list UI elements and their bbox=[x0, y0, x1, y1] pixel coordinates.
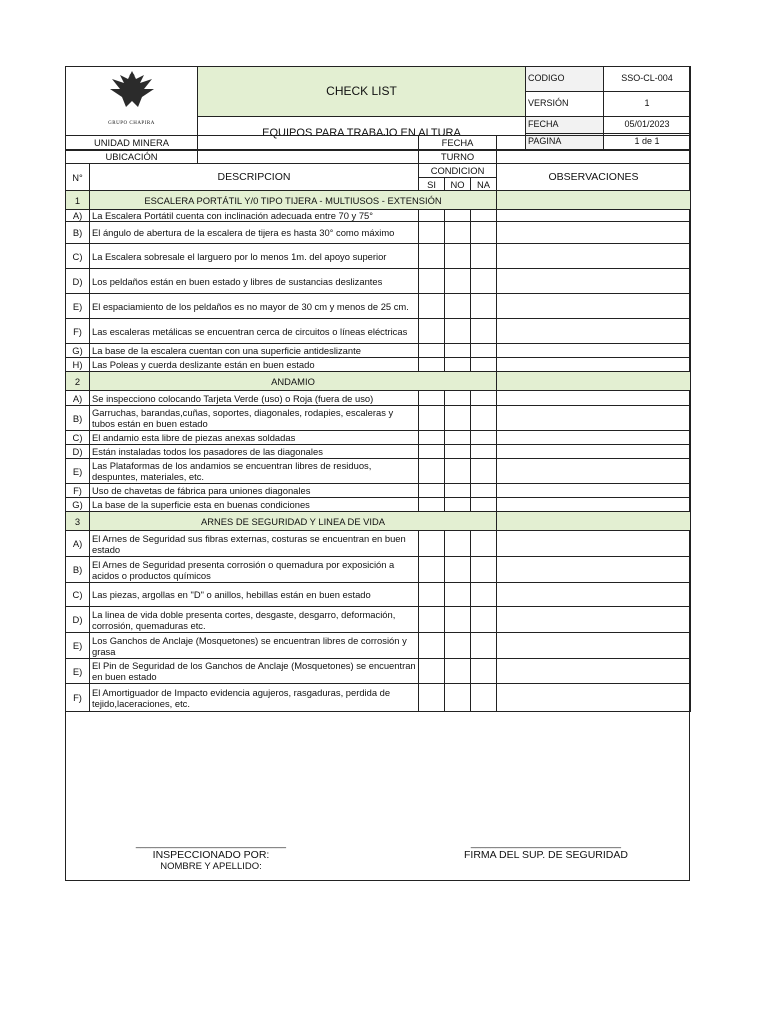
observation-field[interactable] bbox=[497, 583, 691, 607]
observation-field[interactable] bbox=[497, 391, 691, 406]
condition-no-checkbox[interactable] bbox=[445, 607, 471, 633]
item-letter: F) bbox=[66, 484, 90, 498]
section-number: 2 bbox=[66, 372, 90, 391]
checklist-item-row bbox=[66, 557, 691, 583]
col-obs-header: OBSERVACIONES bbox=[497, 164, 691, 191]
item-description: La Escalera sobresale el larguero por lo menos 1m. del apoyo superior bbox=[90, 244, 419, 269]
observation-field[interactable] bbox=[497, 319, 691, 344]
condition-na-checkbox[interactable] bbox=[471, 583, 497, 607]
checklist-item-row bbox=[66, 244, 691, 269]
item-letter: E) bbox=[66, 659, 90, 684]
condition-si-checkbox[interactable] bbox=[419, 684, 445, 712]
condition-si-checkbox[interactable] bbox=[419, 557, 445, 583]
item-description: El ángulo de abertura de la escalera de tijera es hasta 30° como máximo bbox=[90, 222, 419, 244]
section-number: 3 bbox=[66, 512, 90, 531]
item-description: La linea de vida doble presenta cortes, desgaste, desgarro, deformación, corrosión, quemaduras etc. bbox=[90, 607, 419, 633]
condition-na-checkbox[interactable] bbox=[471, 210, 497, 222]
condition-no-checkbox[interactable] bbox=[445, 344, 471, 358]
condition-no-checkbox[interactable] bbox=[445, 633, 471, 659]
condition-no-checkbox[interactable] bbox=[445, 431, 471, 445]
section-header-row bbox=[66, 512, 691, 531]
condition-na-checkbox[interactable] bbox=[471, 498, 497, 512]
item-description: La base de la superficie esta en buenas condiciones bbox=[90, 498, 419, 512]
item-letter: E) bbox=[66, 459, 90, 484]
condition-na-checkbox[interactable] bbox=[471, 294, 497, 319]
condition-si-checkbox[interactable] bbox=[419, 633, 445, 659]
section-observation-cell bbox=[497, 372, 691, 391]
condition-si-checkbox[interactable] bbox=[419, 294, 445, 319]
item-description: El espaciamiento de los peldaños es no mayor de 30 cm y menos de 25 cm. bbox=[90, 294, 419, 319]
condition-si-checkbox[interactable] bbox=[419, 498, 445, 512]
section-observation-cell bbox=[497, 512, 691, 531]
item-description: Garruchas, barandas,cuñas, soportes, diagonales, rodapies, escaleras y tubos están en buen estado bbox=[90, 406, 419, 431]
condition-na-checkbox[interactable] bbox=[471, 431, 497, 445]
item-letter: G) bbox=[66, 344, 90, 358]
supervisor-signature-line[interactable]: ______________________________ bbox=[470, 838, 622, 848]
condition-si-checkbox[interactable] bbox=[419, 531, 445, 557]
checklist-item-row bbox=[66, 659, 691, 684]
condition-si-checkbox[interactable] bbox=[419, 484, 445, 498]
fecha-field[interactable] bbox=[497, 136, 691, 150]
item-description: Los Ganchos de Anclaje (Mosquetones) se encuentran libres de corrosión y grasa bbox=[90, 633, 419, 659]
checklist-item-row bbox=[66, 531, 691, 557]
title-cell: CHECK LIST bbox=[198, 67, 526, 117]
item-letter: E) bbox=[66, 294, 90, 319]
item-letter: C) bbox=[66, 244, 90, 269]
condition-no-checkbox[interactable] bbox=[445, 319, 471, 344]
inspector-label: INSPECCIONADO POR: bbox=[152, 849, 270, 861]
checklist-item-row bbox=[66, 222, 691, 244]
condition-no-checkbox[interactable] bbox=[445, 498, 471, 512]
checklist-item-row bbox=[66, 583, 691, 607]
col-num-header: N° bbox=[66, 164, 90, 191]
condition-na-checkbox[interactable] bbox=[471, 244, 497, 269]
item-description: El Arnes de Seguridad presenta corrosión o quemadura por exposición a acidos o productos químicos bbox=[90, 557, 419, 583]
checklist-item-row bbox=[66, 391, 691, 406]
item-description: Se inspecciono colocando Tarjeta Verde (uso) o Roja (fuera de uso) bbox=[90, 391, 419, 406]
section-title: ARNES DE SEGURIDAD Y LINEA DE VIDA bbox=[90, 512, 497, 531]
subtitle-cell: EQUIPOS PARA TRABAJO EN ALTURA bbox=[198, 116, 526, 150]
observation-field[interactable] bbox=[497, 344, 691, 358]
supervisor-label: FIRMA DEL SUP. DE SEGURIDAD bbox=[464, 849, 628, 861]
condition-na-checkbox[interactable] bbox=[471, 222, 497, 244]
item-letter: D) bbox=[66, 607, 90, 633]
observation-field[interactable] bbox=[497, 659, 691, 684]
page-value: 1 de 1 bbox=[604, 133, 691, 150]
checklist-item-row bbox=[66, 269, 691, 294]
condition-si-checkbox[interactable] bbox=[419, 607, 445, 633]
item-description: La base de la escalera cuentan con una superficie antideslizante bbox=[90, 344, 419, 358]
observation-field[interactable] bbox=[497, 633, 691, 659]
checklist-item-row bbox=[66, 319, 691, 344]
section-title: ANDAMIO bbox=[90, 372, 497, 391]
item-letter: F) bbox=[66, 684, 90, 712]
item-description: Los peldaños están en buen estado y libres de sustancias deslizantes bbox=[90, 269, 419, 294]
section-title: ESCALERA PORTÁTIL Y/0 TIPO TIJERA - MULTIUSOS - EXTENSIÓN bbox=[90, 191, 497, 210]
col-si-header: SI bbox=[419, 178, 445, 191]
condition-na-checkbox[interactable] bbox=[471, 406, 497, 431]
observation-field[interactable] bbox=[497, 445, 691, 459]
item-letter: E) bbox=[66, 633, 90, 659]
observation-field[interactable] bbox=[497, 607, 691, 633]
inspector-signature bbox=[106, 837, 316, 873]
logo-cell bbox=[66, 67, 198, 117]
item-description: La Escalera Portátil cuenta con inclinación adecuada entre 70 y 75° bbox=[90, 210, 419, 222]
version-value: 1 bbox=[604, 91, 691, 116]
item-description: El Amortiguador de Impacto evidencia agujeros, rasgaduras, perdida de tejido,laceraciones, etc. bbox=[90, 684, 419, 712]
date-value: 05/01/2023 bbox=[604, 116, 691, 133]
observation-field[interactable] bbox=[497, 459, 691, 484]
condition-na-checkbox[interactable] bbox=[471, 269, 497, 294]
checklist-item-row bbox=[66, 633, 691, 659]
condition-si-checkbox[interactable] bbox=[419, 222, 445, 244]
condition-no-checkbox[interactable] bbox=[445, 445, 471, 459]
item-description: Las Plataformas de los andamios se encuentran libres de residuos, despuntes, materiales, etc. bbox=[90, 459, 419, 484]
condition-no-checkbox[interactable] bbox=[445, 210, 471, 222]
item-letter: A) bbox=[66, 210, 90, 222]
unidad-label: UNIDAD MINERA bbox=[66, 136, 198, 150]
item-letter: C) bbox=[66, 583, 90, 607]
item-letter: B) bbox=[66, 222, 90, 244]
checklist-item-row bbox=[66, 406, 691, 431]
condition-si-checkbox[interactable] bbox=[419, 659, 445, 684]
logo-text: GRUPO CHAPIRA bbox=[108, 121, 155, 126]
checklist-item-row bbox=[66, 607, 691, 633]
condition-na-checkbox[interactable] bbox=[471, 633, 497, 659]
condition-no-checkbox[interactable] bbox=[445, 531, 471, 557]
col-condicion-header: CONDICION bbox=[419, 164, 497, 178]
ubicacion-field[interactable] bbox=[198, 150, 419, 164]
condition-na-checkbox[interactable] bbox=[471, 557, 497, 583]
condition-si-checkbox[interactable] bbox=[419, 358, 445, 372]
condition-si-checkbox[interactable] bbox=[419, 459, 445, 484]
page-label: PAGINA bbox=[526, 133, 604, 150]
condition-no-checkbox[interactable] bbox=[445, 583, 471, 607]
turno-label: TURNO bbox=[419, 150, 497, 164]
section-number: 1 bbox=[66, 191, 90, 210]
condition-na-checkbox[interactable] bbox=[471, 344, 497, 358]
condition-na-checkbox[interactable] bbox=[471, 531, 497, 557]
observation-field[interactable] bbox=[497, 406, 691, 431]
observation-field[interactable] bbox=[497, 431, 691, 445]
section-header-row bbox=[66, 372, 691, 391]
checklist-item-row bbox=[66, 294, 691, 319]
item-letter: F) bbox=[66, 319, 90, 344]
observation-field[interactable] bbox=[497, 557, 691, 583]
condition-na-checkbox[interactable] bbox=[471, 319, 497, 344]
eagle-logo-icon bbox=[102, 67, 162, 113]
item-description: Las piezas, argollas en "D" o anillos, hebillas están en buen estado bbox=[90, 583, 419, 607]
checklist-item-row bbox=[66, 344, 691, 358]
checklist-item-row bbox=[66, 431, 691, 445]
checklist-item-row bbox=[66, 445, 691, 459]
item-description: Las Poleas y cuerda deslizante están en buen estado bbox=[90, 358, 419, 372]
item-description: El Arnes de Seguridad sus fibras externas, costuras se encuentran en buen estado bbox=[90, 531, 419, 557]
checklist-item-row bbox=[66, 358, 691, 372]
condition-si-checkbox[interactable] bbox=[419, 391, 445, 406]
condition-no-checkbox[interactable] bbox=[445, 222, 471, 244]
checklist-item-row bbox=[66, 498, 691, 512]
checklist-item-row bbox=[66, 459, 691, 484]
code-label: CODIGO bbox=[526, 67, 604, 92]
condition-no-checkbox[interactable] bbox=[445, 294, 471, 319]
condition-si-checkbox[interactable] bbox=[419, 244, 445, 269]
item-description: Las escaleras metálicas se encuentran cerca de circuitos o líneas eléctricas bbox=[90, 319, 419, 344]
condition-na-checkbox[interactable] bbox=[471, 358, 497, 372]
inspector-name-label: NOMBRE Y APELLIDO: bbox=[160, 861, 262, 872]
item-letter: D) bbox=[66, 445, 90, 459]
ubicacion-label: UBICACIÓN bbox=[66, 150, 198, 164]
item-letter: D) bbox=[66, 269, 90, 294]
condition-si-checkbox[interactable] bbox=[419, 583, 445, 607]
condition-si-checkbox[interactable] bbox=[419, 344, 445, 358]
item-description: El andamio esta libre de piezas anexas soldadas bbox=[90, 431, 419, 445]
signature-area bbox=[66, 837, 689, 881]
supervisor-signature bbox=[446, 837, 646, 861]
item-description: El Pin de Seguridad de los Ganchos de Anclaje (Mosquetones) se encuentran en buen estado bbox=[90, 659, 419, 684]
condition-na-checkbox[interactable] bbox=[471, 484, 497, 498]
observation-field[interactable] bbox=[497, 244, 691, 269]
version-label: VERSIÓN bbox=[526, 91, 604, 116]
item-letter: A) bbox=[66, 531, 90, 557]
condition-si-checkbox[interactable] bbox=[419, 319, 445, 344]
condition-si-checkbox[interactable] bbox=[419, 406, 445, 431]
item-letter: B) bbox=[66, 557, 90, 583]
checklist-item-row bbox=[66, 484, 691, 498]
fecha-label: FECHA bbox=[419, 136, 497, 150]
inspector-signature-line[interactable]: ______________________________ bbox=[135, 838, 287, 848]
observation-field[interactable] bbox=[497, 222, 691, 244]
condition-si-checkbox[interactable] bbox=[419, 269, 445, 294]
item-letter: C) bbox=[66, 431, 90, 445]
col-no-header: NO bbox=[445, 178, 471, 191]
observation-field[interactable] bbox=[497, 498, 691, 512]
section-observation-cell bbox=[497, 191, 691, 210]
turno-field[interactable] bbox=[497, 150, 691, 164]
condition-no-checkbox[interactable] bbox=[445, 269, 471, 294]
col-na-header: NA bbox=[471, 178, 497, 191]
code-value: SSO-CL-004 bbox=[604, 67, 691, 92]
item-description: Están instaladas todos los pasadores de las diagonales bbox=[90, 445, 419, 459]
condition-no-checkbox[interactable] bbox=[445, 557, 471, 583]
condition-no-checkbox[interactable] bbox=[445, 459, 471, 484]
condition-na-checkbox[interactable] bbox=[471, 459, 497, 484]
checklist-item-row bbox=[66, 210, 691, 222]
condition-na-checkbox[interactable] bbox=[471, 659, 497, 684]
condition-na-checkbox[interactable] bbox=[471, 391, 497, 406]
condition-si-checkbox[interactable] bbox=[419, 431, 445, 445]
date-label: FECHA bbox=[526, 116, 604, 133]
item-letter: B) bbox=[66, 406, 90, 431]
observation-field[interactable] bbox=[497, 684, 691, 712]
observation-field[interactable] bbox=[497, 294, 691, 319]
col-desc-header: DESCRIPCION bbox=[90, 164, 419, 191]
condition-no-checkbox[interactable] bbox=[445, 391, 471, 406]
observation-field[interactable] bbox=[497, 210, 691, 222]
unidad-field[interactable] bbox=[198, 136, 419, 150]
condition-no-checkbox[interactable] bbox=[445, 244, 471, 269]
observation-field[interactable] bbox=[497, 531, 691, 557]
observation-field[interactable] bbox=[497, 269, 691, 294]
condition-no-checkbox[interactable] bbox=[445, 358, 471, 372]
observation-field[interactable] bbox=[497, 358, 691, 372]
item-description: Uso de chavetas de fábrica para uniones diagonales bbox=[90, 484, 419, 498]
item-letter: H) bbox=[66, 358, 90, 372]
condition-na-checkbox[interactable] bbox=[471, 445, 497, 459]
condition-no-checkbox[interactable] bbox=[445, 684, 471, 712]
section-header-row bbox=[66, 191, 691, 210]
checklist-sheet bbox=[65, 66, 690, 881]
condition-no-checkbox[interactable] bbox=[445, 659, 471, 684]
condition-na-checkbox[interactable] bbox=[471, 607, 497, 633]
condition-na-checkbox[interactable] bbox=[471, 684, 497, 712]
checklist-table bbox=[65, 135, 691, 712]
condition-no-checkbox[interactable] bbox=[445, 406, 471, 431]
condition-si-checkbox[interactable] bbox=[419, 445, 445, 459]
condition-no-checkbox[interactable] bbox=[445, 484, 471, 498]
condition-si-checkbox[interactable] bbox=[419, 210, 445, 222]
checklist-item-row bbox=[66, 684, 691, 712]
item-letter: A) bbox=[66, 391, 90, 406]
observation-field[interactable] bbox=[497, 484, 691, 498]
item-letter: G) bbox=[66, 498, 90, 512]
